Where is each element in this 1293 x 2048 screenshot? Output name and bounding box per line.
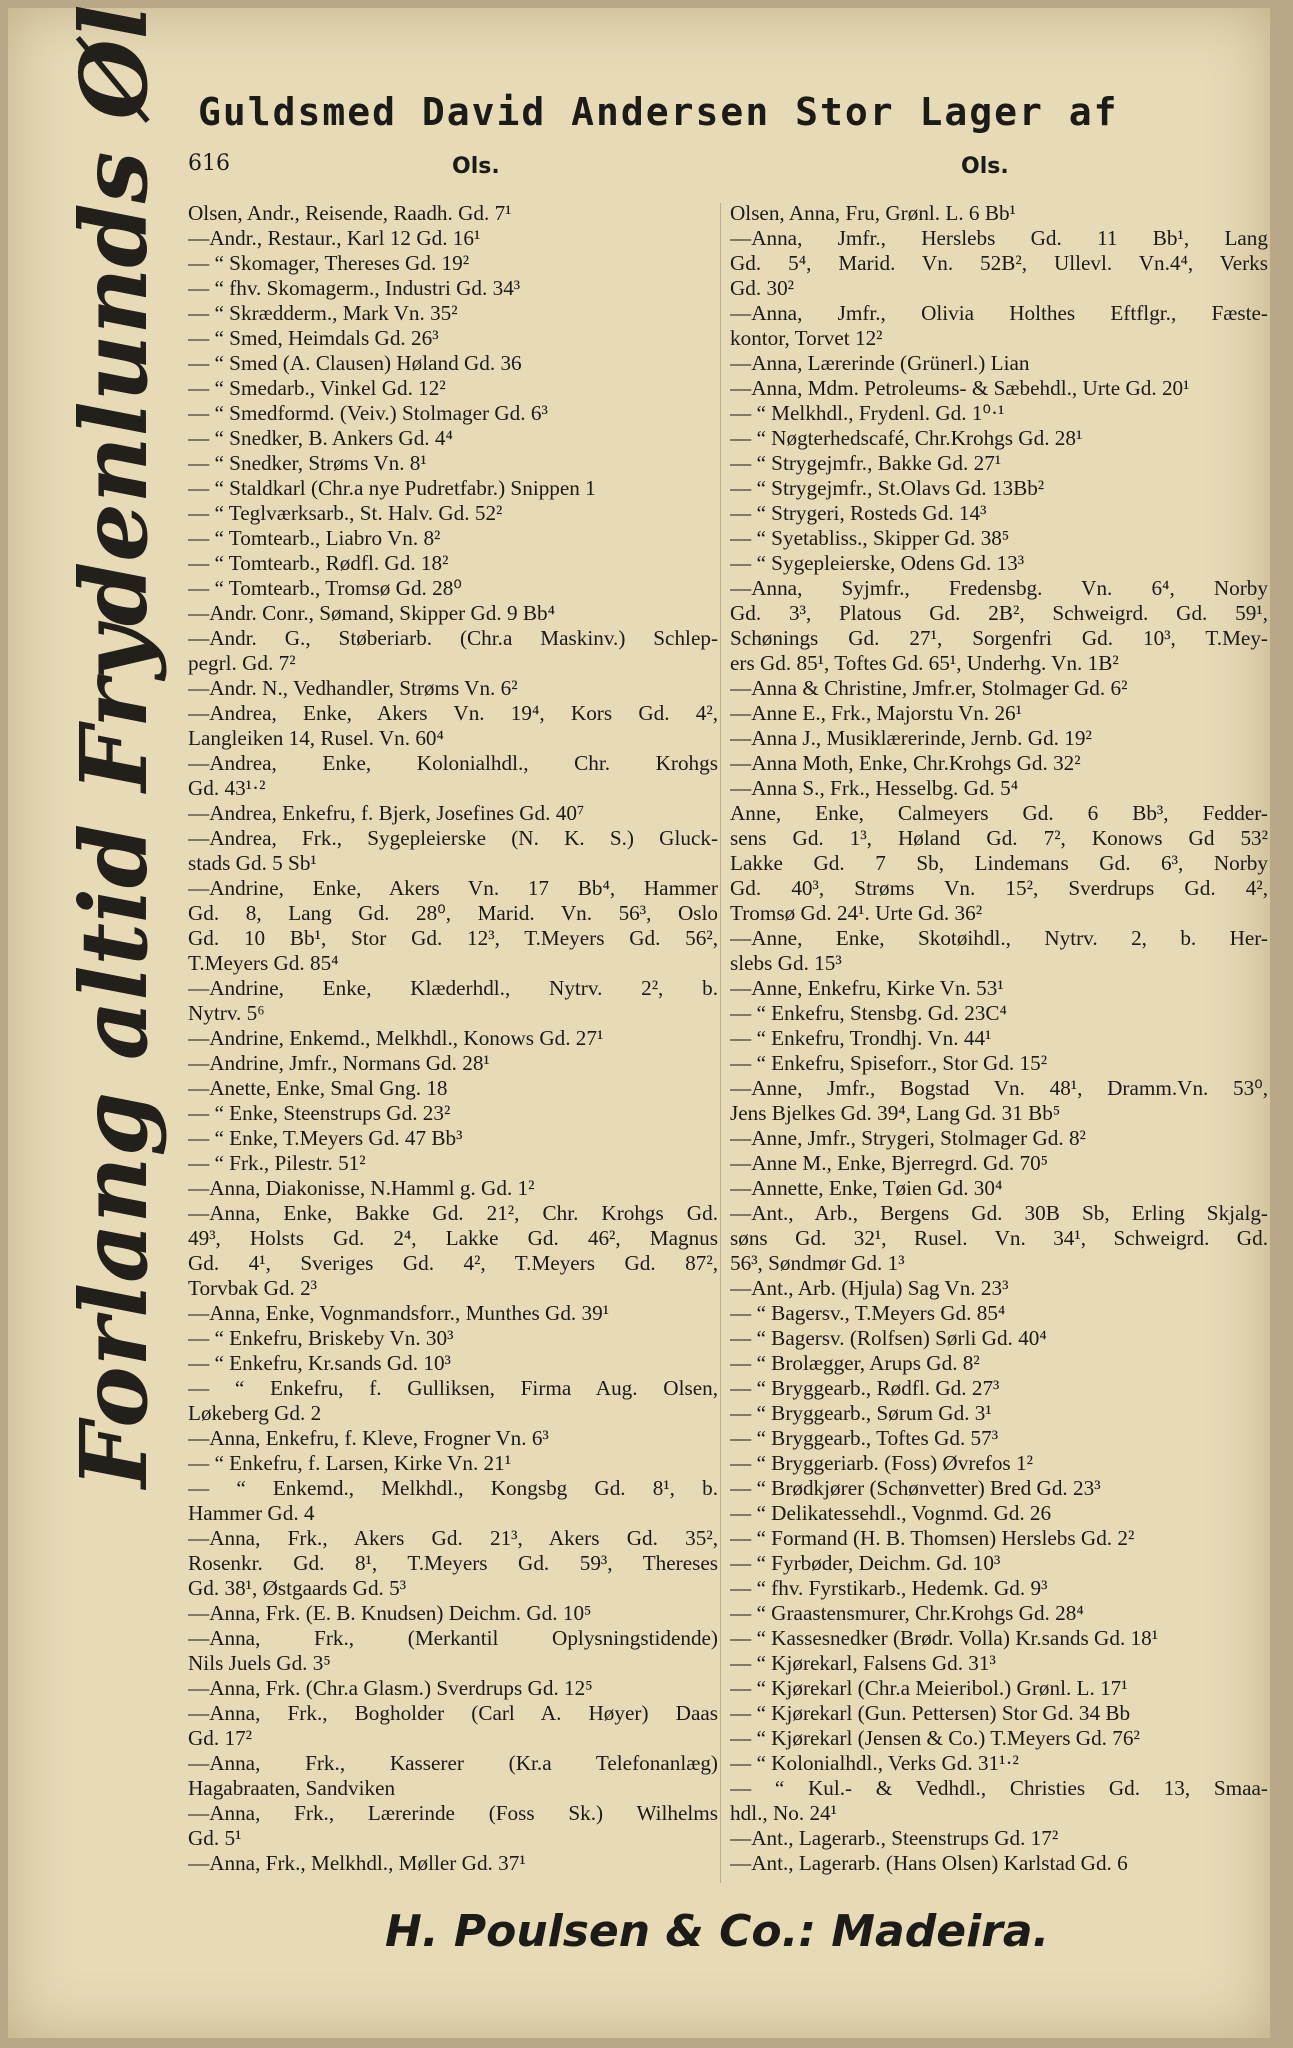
directory-entry-line: kontor, Torvet 12²	[730, 326, 883, 350]
directory-entry-line: Rosenkr. Gd. 8¹, T.Meyers Gd. 59³, Thereses	[188, 1551, 718, 1575]
directory-entry-line: — “ Nøgterhedscafé, Chr.Krohgs Gd. 28¹	[730, 426, 1083, 450]
directory-entry-line: —Anna, Frk., Kasserer (Kr.a Telefonanlæg)	[188, 1751, 718, 1775]
directory-entry-line: Anne, Enke, Calmeyers Gd. 6 Bb³, Fedder-	[730, 801, 1268, 825]
directory-entry-line: — “ Tomtearb., Tromsø Gd. 28⁰	[188, 576, 462, 600]
directory-entry-line: — “ Brolægger, Arups Gd. 8²	[730, 1351, 980, 1375]
directory-entry-line: —Anna, Frk., Melkhdl., Møller Gd. 37¹	[188, 1851, 526, 1875]
directory-entry-line: —Anna, Lærerinde (Grünerl.) Lian	[730, 351, 1030, 375]
running-head-right: Ols.	[961, 154, 1009, 179]
header-advertisement: Guldsmed David Andersen Stor Lager af	[198, 90, 1119, 134]
directory-entry-line: —Anna, Jmfr., Herslebs Gd. 11 Bb¹, Lang	[730, 226, 1268, 250]
directory-entry-line: — “ Tomtearb., Liabro Vn. 8²	[188, 526, 441, 550]
directory-entry-line: — “ fhv. Fyrstikarb., Hedemk. Gd. 9³	[730, 1576, 1048, 1600]
directory-entry-line: — “ Bryggearb., Rødfl. Gd. 27³	[730, 1376, 1000, 1400]
directory-entry-line: — “ Fyrbøder, Deichm. Gd. 10³	[730, 1551, 1001, 1575]
directory-entry-line: — “ Graastensmurer, Chr.Krohgs Gd. 28⁴	[730, 1601, 1084, 1625]
directory-entry-line: — “ Smedformd. (Veiv.) Stolmager Gd. 6³	[188, 401, 548, 425]
directory-entry-line: søns Gd. 32¹, Rusel. Vn. 34¹, Schweigrd. Gd.	[730, 1226, 1268, 1250]
directory-page	[8, 4, 1270, 2038]
directory-entry-line: — “ Enkefru, Stensbg. Gd. 23C⁴	[730, 1001, 1007, 1025]
directory-entry-line: —Anne M., Enke, Bjerregrd. Gd. 70⁵	[730, 1151, 1049, 1175]
directory-entry-line: —Anna S., Frk., Hesselbg. Gd. 5⁴	[730, 776, 1019, 800]
directory-entry-line: Gd. 38¹, Østgaards Gd. 5³	[188, 1576, 407, 1600]
directory-entry-line: — “ Skomager, Thereses Gd. 19²	[188, 251, 470, 275]
directory-entry-line: sens Gd. 1³, Høland Gd. 7², Konows Gd 53²	[730, 826, 1268, 850]
directory-entry-line: —Anna & Christine, Jmfr.er, Stolmager Gd. 6²	[730, 676, 1128, 700]
directory-entry-line: —Andrea, Enkefru, f. Bjerk, Josefines Gd. 40⁷	[188, 801, 585, 825]
directory-entry-line: — “ Teglværksarb., St. Halv. Gd. 52²	[188, 501, 503, 525]
directory-entry-line: —Anna, Enkefru, f. Kleve, Frogner Vn. 6³	[188, 1426, 549, 1450]
left-column	[188, 201, 718, 1876]
directory-entry-line: —Anette, Enke, Smal Gng. 18	[188, 1076, 448, 1100]
directory-entry-line: Gd. 5¹	[188, 1826, 242, 1850]
directory-entry-line: Gd. 5⁴, Marid. Vn. 52B², Ullevl. Vn.4⁴, Verks	[730, 251, 1268, 275]
directory-entry-line: — “ Strygejmfr., Bakke Gd. 27¹	[730, 451, 1002, 475]
directory-entry-line: — “ Enke, T.Meyers Gd. 47 Bb³	[188, 1126, 463, 1150]
directory-entry-line: —Anna, Syjmfr., Fredensbg. Vn. 6⁴, Norby	[730, 576, 1268, 600]
directory-entry-line: — “ Bagersv., T.Meyers Gd. 85⁴	[730, 1301, 1006, 1325]
directory-entry-line: — “ Kjørekarl (Chr.a Meieribol.) Grønl. L. 17¹	[730, 1676, 1128, 1700]
directory-entry-line: —Andrea, Enke, Kolonialhdl., Chr. Krohgs	[188, 751, 718, 775]
directory-entry-line: — “ Formand (H. B. Thomsen) Herslebs Gd. 2²	[730, 1526, 1135, 1550]
directory-entry-line: — “ Kolonialhdl., Verks Gd. 31¹·²	[730, 1751, 1019, 1775]
directory-entry-line: — “ Snedker, Strøms Vn. 8¹	[188, 451, 427, 475]
directory-entry-line: — “ Strygeri, Rosteds Gd. 14³	[730, 501, 987, 525]
directory-entry-line: — “ Smed (A. Clausen) Høland Gd. 36	[188, 351, 522, 375]
directory-entry-line: —Ant., Lagerarb., Steenstrups Gd. 17²	[730, 1826, 1059, 1850]
directory-entry-line: — “ Smedarb., Vinkel Gd. 12²	[188, 376, 446, 400]
directory-entry-line: —Anne, Enke, Skotøihdl., Nytrv. 2, b. Her-	[730, 926, 1268, 950]
directory-entry-line: Jens Bjelkes Gd. 39⁴, Lang Gd. 31 Bb⁵	[730, 1101, 1061, 1125]
directory-entry-line: —Andrine, Enkemd., Melkhdl., Konows Gd. 27¹	[188, 1026, 604, 1050]
directory-entry-line: —Anne E., Frk., Majorstu Vn. 26¹	[730, 701, 1022, 725]
directory-entry-line: —Ant., Arb., Bergens Gd. 30B Sb, Erling Skjalg-	[730, 1201, 1268, 1225]
directory-entry-line: Gd. 40³, Strøms Vn. 15², Sverdrups Gd. 4²,	[730, 876, 1268, 900]
directory-entry-line: Torvbak Gd. 2³	[188, 1276, 318, 1300]
directory-entry-line: — “ Frk., Pilestr. 51²	[188, 1151, 366, 1175]
directory-entry-line: —Anna, Frk. (Chr.a Glasm.) Sverdrups Gd. 12⁵	[188, 1676, 593, 1700]
directory-entry-line: hdl., No. 24¹	[730, 1801, 837, 1825]
directory-entry-line: —Anna, Diakonisse, N.Hamml g. Gd. 1²	[188, 1176, 535, 1200]
directory-entry-line: —Annette, Enke, Tøien Gd. 30⁴	[730, 1176, 1003, 1200]
page-number: 616	[188, 151, 230, 176]
directory-entry-line: Lakke Gd. 7 Sb, Lindemans Gd. 6³, Norby	[730, 851, 1268, 875]
column-divider	[720, 203, 721, 1883]
directory-entry-line: T.Meyers Gd. 85⁴	[188, 951, 339, 975]
directory-entry-line: — “ Bryggearb., Toftes Gd. 57³	[730, 1426, 999, 1450]
directory-entry-line: stads Gd. 5 Sb¹	[188, 851, 317, 875]
directory-entry-line: —Andr. G., Støberiarb. (Chr.a Maskinv.) Schlep-	[188, 626, 718, 650]
side-advertisement: Forlang altid Frydenlunds Øl	[60, 4, 168, 1488]
directory-entry-line: —Andrea, Enke, Akers Vn. 19⁴, Kors Gd. 4²,	[188, 701, 718, 725]
directory-entry-line: — “ Bryggeriarb. (Foss) Øvrefos 1²	[730, 1451, 1033, 1475]
directory-entry-line: Gd. 4¹, Sveriges Gd. 4², T.Meyers Gd. 87²,	[188, 1251, 718, 1275]
directory-entry-line: — “ fhv. Skomagerm., Industri Gd. 34³	[188, 276, 521, 300]
directory-entry-line: —Andrine, Enke, Akers Vn. 17 Bb⁴, Hammer	[188, 876, 718, 900]
directory-entry-line: Gd. 3³, Platous Gd. 2B², Schweigrd. Gd. 59¹,	[730, 601, 1268, 625]
directory-entry-line: — “ Bryggearb., Sørum Gd. 3¹	[730, 1401, 992, 1425]
directory-entry-line: Schønings Gd. 27¹, Sorgenfri Gd. 10³, T.Mey-	[730, 626, 1268, 650]
directory-entry-line: —Anna, Frk., Akers Gd. 21³, Akers Gd. 35²,	[188, 1526, 718, 1550]
directory-entry-line: — “ Enkemd., Melkhdl., Kongsbg Gd. 8¹, b.	[188, 1476, 718, 1500]
directory-entry-line: —Anne, Jmfr., Strygeri, Stolmager Gd. 8²	[730, 1126, 1086, 1150]
directory-entry-line: —Anna, Frk. (E. B. Knudsen) Deichm. Gd. 10⁵	[188, 1601, 592, 1625]
directory-entry-line: — “ Enkefru, f. Larsen, Kirke Vn. 21¹	[188, 1451, 512, 1475]
directory-entry-line: — “ Delikatessehdl., Vognmd. Gd. 26	[730, 1501, 1052, 1525]
directory-entry-line: pegrl. Gd. 7²	[188, 651, 296, 675]
directory-entry-line: — “ Snedker, B. Ankers Gd. 4⁴	[188, 426, 453, 450]
directory-entry-line: —Anna J., Musiklærerinde, Jernb. Gd. 19²	[730, 726, 1092, 750]
directory-entry-line: —Andr. N., Vedhandler, Strøms Vn. 6²	[188, 676, 518, 700]
directory-entry-line: —Anna, Frk., (Merkantil Oplysningstidende)	[188, 1626, 718, 1650]
directory-entry-line: — “ Enkefru, Kr.sands Gd. 10³	[188, 1351, 451, 1375]
directory-entry-line: —Anne, Jmfr., Bogstad Vn. 48¹, Dramm.Vn. 53⁰,	[730, 1076, 1268, 1100]
directory-entry-line: —Anna, Enke, Bakke Gd. 21², Chr. Krohgs Gd.	[188, 1201, 718, 1225]
directory-entry-line: —Anna, Jmfr., Olivia Holthes Eftflgr., Fæste-	[730, 301, 1268, 325]
directory-entry-line: —Anna, Frk., Bogholder (Carl A. Høyer) Daas	[188, 1701, 718, 1725]
directory-entry-line: Olsen, Anna, Fru, Grønl. L. 6 Bb¹	[730, 201, 1016, 225]
directory-entry-line: Løkeberg Gd. 2	[188, 1401, 322, 1425]
directory-entry-line: Tromsø Gd. 24¹. Urte Gd. 36²	[730, 901, 983, 925]
right-column	[730, 201, 1268, 1876]
directory-entry-line: — “ Smed, Heimdals Gd. 26³	[188, 326, 439, 350]
directory-entry-line: —Ant., Arb. (Hjula) Sag Vn. 23³	[730, 1276, 1009, 1300]
directory-entry-line: Gd. 17²	[188, 1726, 253, 1750]
directory-entry-line: —Anna, Frk., Lærerinde (Foss Sk.) Wilhelms	[188, 1801, 718, 1825]
directory-entry-line: —Andrine, Enke, Klæderhdl., Nytrv. 2², b.	[188, 976, 718, 1000]
directory-entry-line: Gd. 8, Lang Gd. 28⁰, Marid. Vn. 56³, Oslo	[188, 901, 718, 925]
directory-entry-line: —Andrine, Jmfr., Normans Gd. 28¹	[188, 1051, 490, 1075]
directory-entry-line: — “ Kjørekarl (Jensen & Co.) T.Meyers Gd. 76²	[730, 1726, 1140, 1750]
directory-entry-line: — “ Kassesnedker (Brødr. Volla) Kr.sands Gd. 18¹	[730, 1626, 1159, 1650]
directory-entry-line: Hammer Gd. 4	[188, 1501, 315, 1525]
directory-entry-line: ers Gd. 85¹, Toftes Gd. 65¹, Underhg. Vn. 1B²	[730, 651, 1119, 675]
directory-entry-line: — “ Syetabliss., Skipper Gd. 38⁵	[730, 526, 1010, 550]
directory-entry-line: — “ Strygejmfr., St.Olavs Gd. 13Bb²	[730, 476, 1045, 500]
running-head-left: Ols.	[452, 154, 500, 179]
directory-entry-line: Gd. 30²	[730, 276, 795, 300]
directory-entry-line: — “ Enke, Steenstrups Gd. 23²	[188, 1101, 451, 1125]
directory-entry-line: — “ Kjørekarl (Gun. Pettersen) Stor Gd. 34 Bb	[730, 1701, 1131, 1725]
directory-entry-line: Gd. 43¹·²	[188, 776, 266, 800]
directory-entry-line: — “ Skrædderm., Mark Vn. 35²	[188, 301, 458, 325]
directory-entry-line: — “ Melkhdl., Frydenl. Gd. 1⁰·¹	[730, 401, 1005, 425]
directory-entry-line: 49³, Holsts Gd. 2⁴, Lakke Gd. 46², Magnus	[188, 1226, 718, 1250]
directory-entry-line: — “ Enkefru, f. Gulliksen, Firma Aug. Olsen,	[188, 1376, 718, 1400]
directory-entry-line: —Ant., Lagerarb. (Hans Olsen) Karlstad Gd. 6	[730, 1851, 1128, 1875]
directory-entry-line: — “ Enkefru, Spiseforr., Stor Gd. 15²	[730, 1051, 1048, 1075]
directory-entry-line: — “ Bagersv. (Rolfsen) Sørli Gd. 40⁴	[730, 1326, 1047, 1350]
directory-entry-line: —Andrea, Frk., Sygepleierske (N. K. S.) Gluck-	[188, 826, 718, 850]
directory-entry-line: — “ Kjørekarl, Falsens Gd. 31³	[730, 1651, 996, 1675]
directory-entry-line: 56³, Søndmør Gd. 1³	[730, 1251, 905, 1275]
footer-advertisement: H. Poulsen & Co.: Madeira.	[385, 1906, 1050, 1957]
directory-entry-line: —Anne, Enkefru, Kirke Vn. 53¹	[730, 976, 1004, 1000]
directory-entry-line: slebs Gd. 15³	[730, 951, 842, 975]
directory-entry-line: Nils Juels Gd. 3⁵	[188, 1651, 331, 1675]
directory-entry-line: Langleiken 14, Rusel. Vn. 60⁴	[188, 726, 444, 750]
directory-entry-line: — “ Kul.- & Vedhdl., Christies Gd. 13, Smaa-	[730, 1776, 1268, 1800]
directory-entry-line: Hagabraaten, Sandviken	[188, 1776, 396, 1800]
directory-entry-line: —Anna, Mdm. Petroleums- & Sæbehdl., Urte Gd. 20¹	[730, 376, 1190, 400]
directory-entry-line: — “ Sygepleierske, Odens Gd. 13³	[730, 551, 1025, 575]
directory-entry-line: Olsen, Andr., Reisende, Raadh. Gd. 7¹	[188, 201, 512, 225]
directory-entry-line: — “ Tomtearb., Rødfl. Gd. 18²	[188, 551, 449, 575]
directory-entry-line: —Anna, Enke, Vognmandsforr., Munthes Gd. 39¹	[188, 1301, 610, 1325]
directory-entry-line: Nytrv. 5⁶	[188, 1001, 265, 1025]
directory-entry-line: — “ Enkefru, Trondhj. Vn. 44¹	[730, 1026, 992, 1050]
directory-entry-line: — “ Brødkjører (Schønvetter) Bred Gd. 23³	[730, 1476, 1101, 1500]
directory-entry-line: —Andr., Restaur., Karl 12 Gd. 16¹	[188, 226, 481, 250]
directory-entry-line: —Anna Moth, Enke, Chr.Krohgs Gd. 32²	[730, 751, 1081, 775]
directory-entry-line: Gd. 10 Bb¹, Stor Gd. 12³, T.Meyers Gd. 56²,	[188, 926, 718, 950]
directory-entry-line: — “ Enkefru, Briskeby Vn. 30³	[188, 1326, 454, 1350]
directory-entry-line: —Andr. Conr., Sømand, Skipper Gd. 9 Bb⁴	[188, 601, 555, 625]
directory-entry-line: — “ Staldkarl (Chr.a nye Pudretfabr.) Snippen 1	[188, 476, 596, 500]
